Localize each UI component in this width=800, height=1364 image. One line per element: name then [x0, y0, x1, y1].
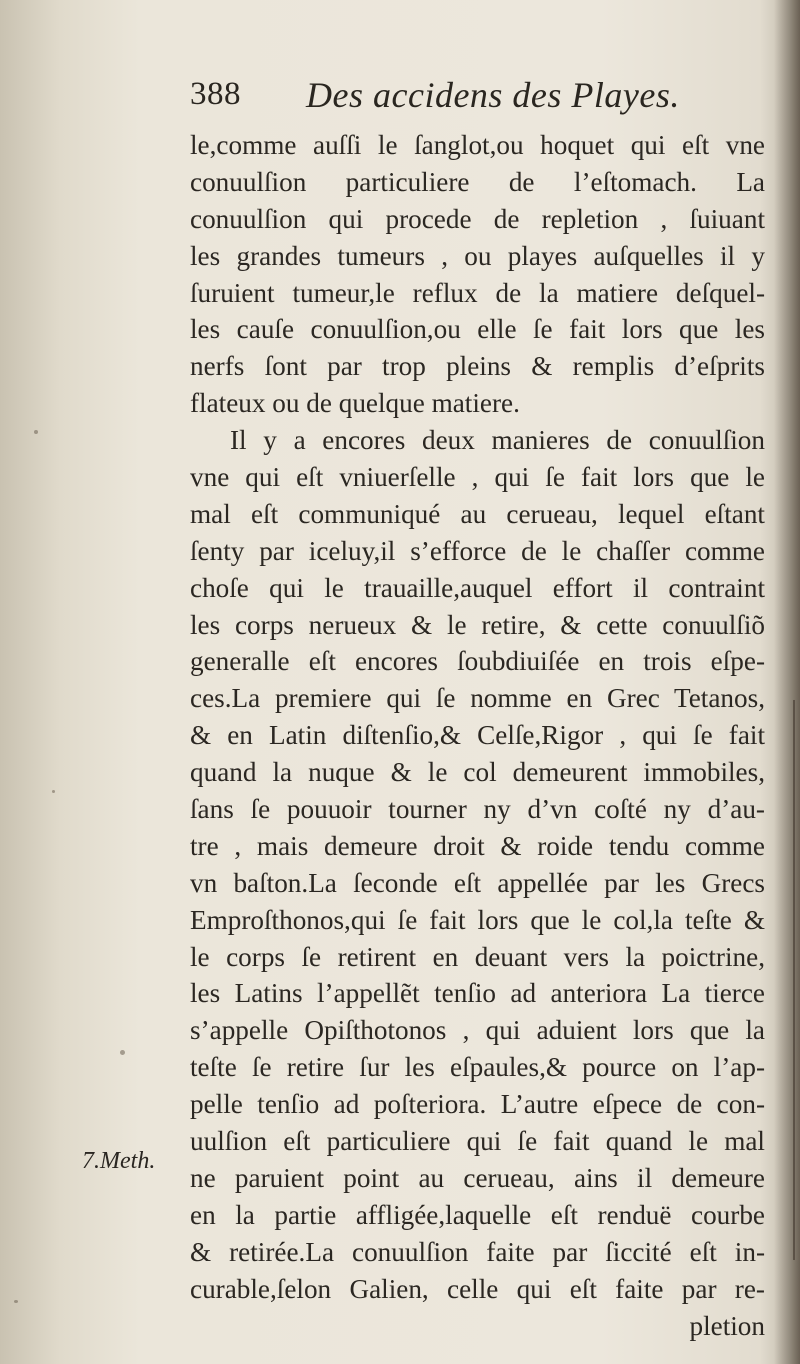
text-line: ſuruient tumeur,le reflux de la matiere deſquel- [190, 277, 765, 308]
text-line: tre , mais demeure droit & roide tendu comme [190, 830, 765, 861]
paper-speck [120, 1050, 125, 1055]
body-text [190, 127, 765, 1344]
text-line: les cauſe conuulſion,ou elle ſe fait lors que les [190, 314, 765, 345]
text-line: ces.La premiere qui ſe nomme en Grec Tetanos, [190, 683, 765, 714]
text-line: & retirée.La conuulſion faite par ſiccité eſt in- [190, 1236, 765, 1267]
text-line: mal eſt communiqué au cerueau, lequel eſtant [190, 498, 765, 529]
text-line: choſe qui le trauaille,auquel effort il contraint [190, 572, 765, 603]
paragraph-start-line: Il y a encores deux manieres de conuulſion [230, 425, 765, 456]
paper-speck [34, 430, 38, 434]
text-line: en la partie affligée,laquelle eſt renduë courbe [190, 1199, 765, 1230]
text-line: ne paruient point au cerueau, ains il demeure [190, 1162, 765, 1193]
text-line: conuulſion particuliere de l’eſtomach. La [190, 166, 765, 197]
text-line: le corps ſe retirent en deuant vers la poictrine, [190, 941, 765, 972]
paper-speck [14, 1300, 18, 1303]
text-line: vne qui eſt vniuerſelle , qui ſe fait lors que le [190, 462, 765, 493]
text-line: nerfs ſont par trop pleins & remplis d’eſprits [190, 351, 765, 382]
text-line: vn baſton.La ſeconde eſt appellée par les Grecs [190, 867, 765, 898]
text-line: uulſion eſt particuliere qui ſe fait quand le mal [190, 1126, 765, 1157]
margin-note: 7.Meth. [82, 1148, 156, 1174]
page-number: 388 [190, 76, 241, 112]
text-line: flateux ou de quelque matiere. [190, 388, 520, 419]
text-line: curable,ſelon Galien, celle qui eſt faite par re- [190, 1273, 765, 1304]
page-edge-shadow [774, 0, 800, 1364]
text-line: conuulſion qui procede de repletion , ſuiuant [190, 203, 765, 234]
text-line: pelle tenſio ad poſteriora. L’autre eſpece de con- [190, 1089, 765, 1120]
text-line: & en Latin diſtenſio,& Celſe,Rigor , qui ſe fait [190, 720, 765, 751]
page-edge-line [793, 700, 795, 1260]
text-line: le,comme auſſi le ſanglot,ou hoquet qui eſt vne [190, 130, 765, 160]
text-line: les Latins l’appellẽt tenſio ad anteriora La tierce [190, 978, 765, 1009]
running-title: Des accidens des Playes. [306, 75, 680, 115]
text-line: generalle eſt encores ſoubdiuiſée en trois eſpe- [190, 646, 765, 677]
text-line: Emproſthonos,qui ſe fait lors que le col,la teſte & [190, 904, 765, 935]
text-line: teſte ſe retire ſur les eſpaules,& pource on l’ap- [190, 1052, 765, 1083]
paper-speck [52, 790, 55, 793]
text-line: ſans ſe pouuoir tourner ny d’vn coſté ny d’au- [190, 794, 765, 825]
text-line: s’appelle Opiſthotonos , qui aduient lors que la [190, 1015, 765, 1046]
text-line: les corps nerueux & le retire, & cette conuulſiõ [190, 609, 765, 640]
text-line: quand la nuque & le col demeurent immobiles, [190, 757, 765, 788]
text-line: ſenty par iceluy,il s’efforce de le chaſſer comme [190, 535, 765, 566]
page-header [190, 74, 770, 124]
text-line: pletion [689, 1310, 765, 1341]
text-line: les grandes tumeurs , ou playes auſquelles il y [190, 240, 765, 271]
